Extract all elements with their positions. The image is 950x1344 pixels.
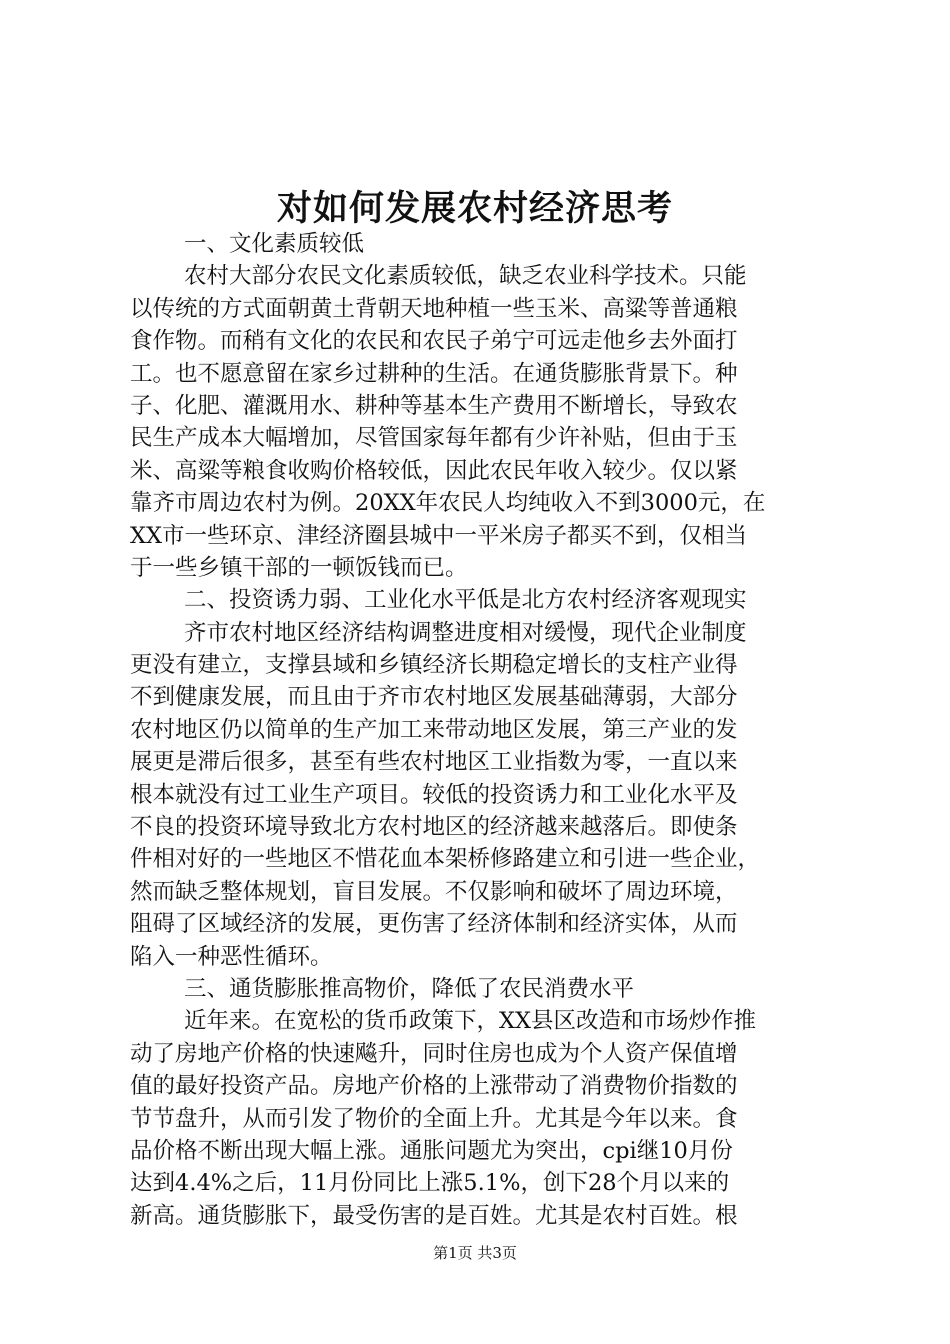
paragraph-start-line: 二、投资诱力弱、工业化水平低是北方农村经济客观现实	[184, 587, 747, 614]
text-line: 子、化肥、灌溉用水、耕种等基本生产费用不断增长，导致农	[130, 392, 738, 419]
text-line: XX市一些环京、津经济圈县城中一平米房子都买不到，仅相当	[130, 522, 748, 549]
text-line: 民生产成本大幅增加，尽管国家每年都有少许补贴，但由于玉	[130, 425, 738, 452]
text-line: 食作物。而稍有文化的农民和农民子弟宁可远走他乡去外面打	[130, 328, 738, 355]
text-line: 不良的投资环境导致北方农村地区的经济越来越落后。即使条	[130, 814, 738, 841]
text-line: 展更是滞后很多，甚至有些农村地区工业指数为零，一直以来	[130, 749, 738, 776]
text-line: 然而缺乏整体规划，盲目发展。不仅影响和破坏了周边环境，	[130, 878, 738, 905]
text-line: 更没有建立，支撑县域和乡镇经济长期稳定增长的支柱产业得	[130, 652, 738, 679]
text-line: 品价格不断出现大幅上涨。通胀问题尤为突出，cpi继10月份	[130, 1137, 733, 1164]
text-line: 新高。通货膨胀下，最受伤害的是百姓。尤其是农村百姓。根	[130, 1202, 738, 1229]
paragraph-start-line: 近年来。在宽松的货币政策下，XX县区改造和市场炒作推	[184, 1008, 757, 1035]
text-line: 值的最好投资产品。房地产价格的上涨带动了消费物价指数的	[130, 1073, 738, 1100]
paragraph-start-line: 三、通货膨胀推高物价，降低了农民消费水平	[184, 975, 635, 1002]
text-line: 件相对好的一些地区不惜花血本架桥修路建立和引进一些企业，	[130, 846, 761, 873]
text-line: 根本就没有过工业生产项目。较低的投资诱力和工业化水平及	[130, 781, 738, 808]
paragraph-start-line: 齐市农村地区经济结构调整进度相对缓慢，现代企业制度	[184, 619, 747, 646]
text-line: 以传统的方式面朝黄土背朝天地种植一些玉米、高粱等普通粮	[130, 295, 738, 322]
text-line: 不到健康发展，而且由于齐市农村地区发展基础薄弱，大部分	[130, 684, 738, 711]
paragraph-start-line: 农村大部分农民文化素质较低，缺乏农业科学技术。只能	[184, 263, 747, 290]
text-line: 农村地区仍以简单的生产加工来带动地区发展，第三产业的发	[130, 716, 738, 743]
text-line: 节节盘升，从而引发了物价的全面上升。尤其是今年以来。食	[130, 1105, 738, 1132]
text-line: 达到4.4%之后，11月份同比上涨5.1%，创下28个月以来的	[130, 1170, 730, 1197]
text-line: 陷入一种恶性循环。	[130, 943, 333, 970]
document-body	[130, 228, 830, 1232]
text-line: 动了房地产价格的快速飚升，同时住房也成为个人资产保值增	[130, 1040, 738, 1067]
document-title: 对如何发展农村经济思考	[276, 188, 673, 229]
text-line: 工。也不愿意留在家乡过耕种的生活。在通货膨胀背景下。种	[130, 360, 738, 387]
text-line: 阻碍了区域经济的发展，更伤害了经济体制和经济实体，从而	[130, 911, 738, 938]
paragraph-start-line: 一、文化素质较低	[184, 231, 365, 257]
text-line: 于一些乡镇干部的一顿饭钱而已。	[130, 554, 468, 581]
page-footer: 第1页 共3页	[433, 1244, 517, 1262]
text-line: 靠齐市周边农村为例。20XX年农民人均纯收入不到3000元，在	[130, 490, 766, 517]
text-line: 米、高粱等粮食收购价格较低，因此农民年收入较少。仅以紧	[130, 457, 738, 484]
